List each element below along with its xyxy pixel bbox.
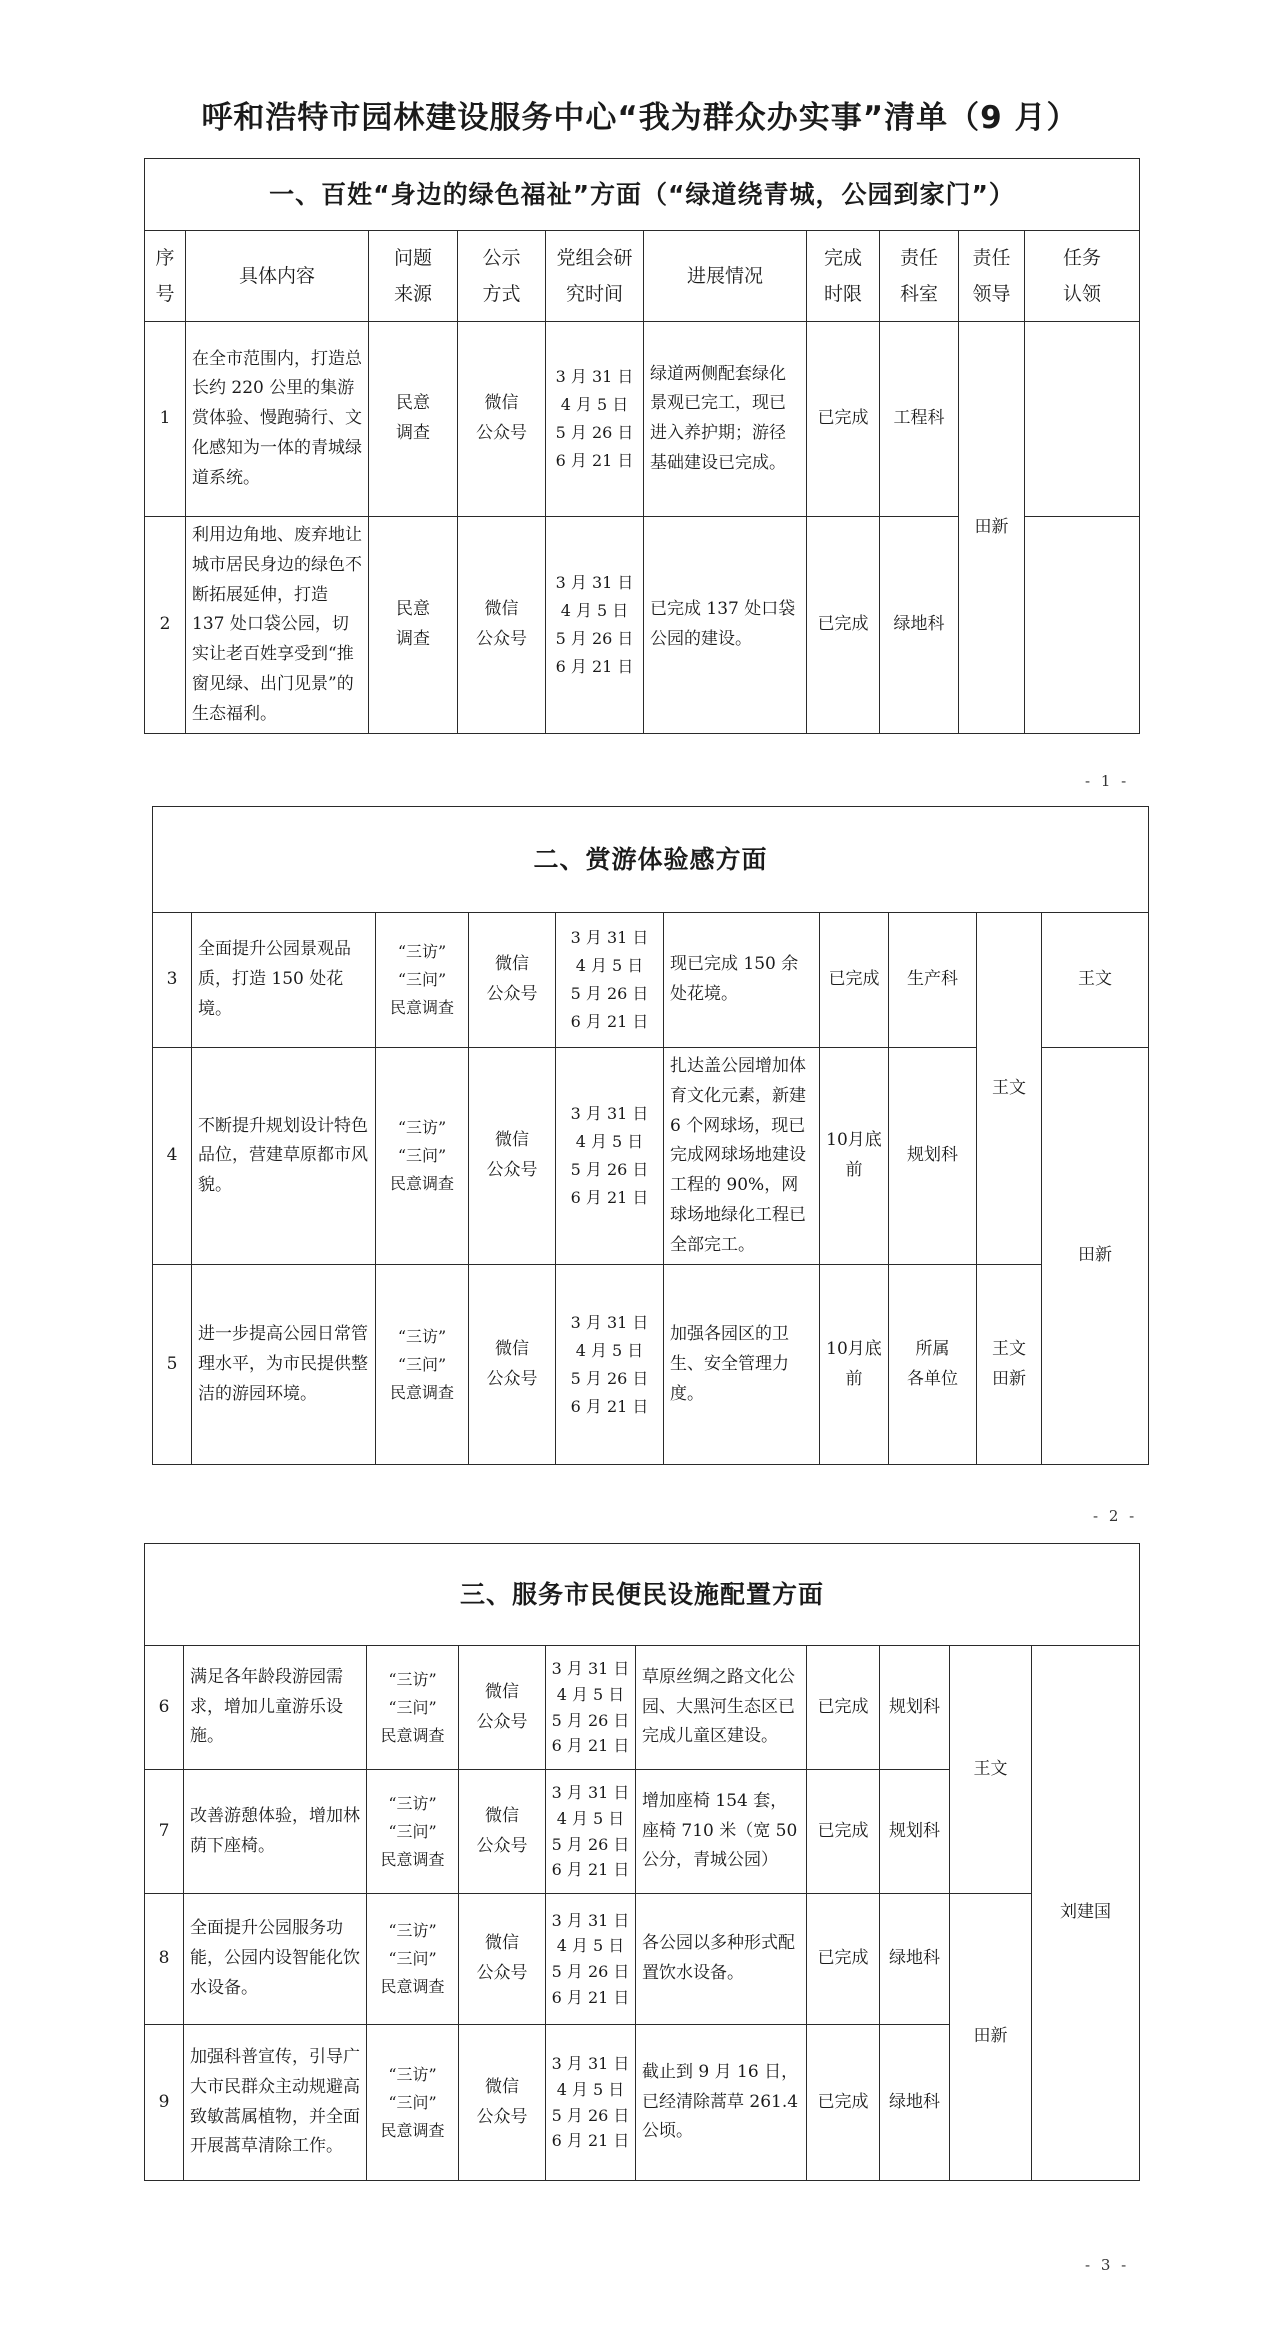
row-publicity: 微信 公众号	[469, 1265, 556, 1465]
row-content: 不断提升规划设计特色品位，营建草原都市风貌。	[192, 1048, 376, 1265]
row-source: “三访” “三问” 民意调查	[376, 913, 469, 1048]
row-publicity: 微信 公众号	[469, 1048, 556, 1265]
row-dates: 3 月 31 日 4 月 5 日 5 月 26 日 6 月 21 日	[546, 1894, 636, 2025]
row-no: 1	[145, 322, 186, 517]
row-source: “三访” “三问” 民意调查	[367, 1646, 459, 1770]
row-progress: 增加座椅 154 套，座椅 710 米（宽 50 公分，青城公园）	[636, 1770, 807, 1894]
row-claim: 王文	[1042, 913, 1149, 1048]
section-leader-a: 王文	[950, 1646, 1032, 1894]
page-number: - 2 -	[1093, 1507, 1138, 1525]
page-number: - 1 -	[1085, 772, 1130, 790]
row-dept: 所属 各单位	[889, 1265, 977, 1465]
table-row	[145, 1646, 1140, 1770]
row-dept: 工程科	[880, 322, 959, 517]
header-source: 问题 来源	[369, 231, 458, 322]
row-no: 2	[145, 517, 186, 734]
row-no: 4	[153, 1048, 192, 1265]
section-leader: 田新	[959, 322, 1025, 734]
section-title: 一、百姓“身边的绿色福祉”方面（“绿道绕青城，公园到家门”）	[145, 159, 1140, 231]
row-dates: 3 月 31 日 4 月 5 日 5 月 26 日 6 月 21 日	[556, 1048, 664, 1265]
row-progress: 草原丝绸之路文化公园、大黑河生态区已完成儿童区建设。	[636, 1646, 807, 1770]
row-no: 7	[145, 1770, 184, 1894]
row-progress: 截止到 9 月 16 日，已经清除蒿草 261.4 公顷。	[636, 2025, 807, 2181]
header-progress: 进展情况	[644, 231, 807, 322]
row-dept: 规划科	[889, 1048, 977, 1265]
row-deadline: 已完成	[807, 322, 880, 517]
row-content: 在全市范围内，打造总长约 220 公里的集游赏体验、慢跑骑行、文化感知为一体的青城绿道系统。	[186, 322, 369, 517]
row-content: 改善游憩体验，增加林荫下座椅。	[184, 1770, 367, 1894]
row-dates: 3 月 31 日 4 月 5 日 5 月 26 日 6 月 21 日	[546, 2025, 636, 2181]
header-claim: 任务 认领	[1025, 231, 1140, 322]
row-deadline: 已完成	[807, 517, 880, 734]
row-content: 进一步提高公园日常管理水平，为市民提供整洁的游园环境。	[192, 1265, 376, 1465]
table-row	[153, 913, 1149, 1048]
section-title: 三、服务市民便民设施配置方面	[145, 1544, 1140, 1646]
table-header-row	[145, 231, 1140, 322]
header-deadline: 完成 时限	[807, 231, 880, 322]
row-progress: 扎达盖公园增加体育文化元素，新建 6 个网球场，现已完成网球场地建设工程的 90%，网球场地绿化工程已全部完工。	[664, 1048, 820, 1265]
row-dates: 3 月 31 日 4 月 5 日 5 月 26 日 6 月 21 日	[556, 1265, 664, 1465]
row-publicity: 微信 公众号	[458, 322, 546, 517]
row-content: 全面提升公园服务功能，公园内设智能化饮水设备。	[184, 1894, 367, 2025]
row-deadline: 已完成	[807, 1770, 880, 1894]
row-deadline: 10月底前	[820, 1048, 889, 1265]
row-no: 5	[153, 1265, 192, 1465]
row-source: “三访” “三问” 民意调查	[367, 2025, 459, 2181]
page-number: - 3 -	[1085, 2256, 1130, 2274]
row-deadline: 已完成	[807, 2025, 880, 2181]
row-dept: 生产科	[889, 913, 977, 1048]
table-row	[145, 1894, 1140, 2025]
header-dept: 责任 科室	[880, 231, 959, 322]
row-dept: 规划科	[880, 1770, 950, 1894]
row-dept: 绿地科	[880, 1894, 950, 2025]
row-dept: 绿地科	[880, 517, 959, 734]
row-leader: 王文 田新	[977, 1265, 1042, 1465]
row-deadline: 10月底前	[820, 1265, 889, 1465]
header-meeting-dates: 党组会研 究时间	[546, 231, 644, 322]
section-title: 二、赏游体验感方面	[153, 807, 1149, 913]
row-publicity: 微信 公众号	[459, 2025, 546, 2181]
row-source: 民意 调查	[369, 322, 458, 517]
section-1-table	[144, 158, 1140, 734]
row-deadline: 已完成	[807, 1894, 880, 2025]
row-source: “三访” “三问” 民意调查	[376, 1265, 469, 1465]
row-progress: 加强各园区的卫生、安全管理力度。	[664, 1265, 820, 1465]
header-publicity: 公示 方式	[458, 231, 546, 322]
row-dates: 3 月 31 日 4 月 5 日 5 月 26 日 6 月 21 日	[546, 1646, 636, 1770]
row-no: 3	[153, 913, 192, 1048]
header-content: 具体内容	[186, 231, 369, 322]
row-publicity: 微信 公众号	[458, 517, 546, 734]
row-content: 满足各年龄段游园需求，增加儿童游乐设施。	[184, 1646, 367, 1770]
section-claim: 刘建国	[1032, 1646, 1140, 2181]
section-3-table	[144, 1543, 1140, 2181]
row-claim	[1025, 517, 1140, 734]
row-publicity: 微信 公众号	[459, 1646, 546, 1770]
row-dates: 3 月 31 日 4 月 5 日 5 月 26 日 6 月 21 日	[546, 322, 644, 517]
row-dates: 3 月 31 日 4 月 5 日 5 月 26 日 6 月 21 日	[546, 517, 644, 734]
row-dates: 3 月 31 日 4 月 5 日 5 月 26 日 6 月 21 日	[546, 1770, 636, 1894]
row-dept: 绿地科	[880, 2025, 950, 2181]
row-content: 加强科普宣传，引导广大市民群众主动规避高致敏蒿属植物，并全面开展蒿草清除工作。	[184, 2025, 367, 2181]
header-leader: 责任 领导	[959, 231, 1025, 322]
row-no: 9	[145, 2025, 184, 2181]
row-dates: 3 月 31 日 4 月 5 日 5 月 26 日 6 月 21 日	[556, 913, 664, 1048]
page-title: 呼和浩特市园林建设服务中心“我为群众办实事”清单（9 月）	[201, 100, 1079, 136]
row-source: 民意 调查	[369, 517, 458, 734]
table-row	[145, 322, 1140, 517]
row-publicity: 微信 公众号	[459, 1894, 546, 2025]
row-publicity: 微信 公众号	[469, 913, 556, 1048]
row-source: “三访” “三问” 民意调查	[367, 1894, 459, 2025]
section-2-table	[152, 806, 1149, 1465]
section-leader-b: 田新	[950, 1894, 1032, 2181]
row-content: 利用边角地、废弃地让城市居民身边的绿色不断拓展延伸，打造 137 处口袋公园，切实让老百姓享受到“推窗见绿、出门见景”的生态福利。	[186, 517, 369, 734]
row-deadline: 已完成	[820, 913, 889, 1048]
row-source: “三访” “三问” 民意调查	[367, 1770, 459, 1894]
row-progress: 绿道两侧配套绿化景观已完工，现已进入养护期；游径基础建设已完成。	[644, 322, 807, 517]
row-progress: 各公园以多种形式配置饮水设备。	[636, 1894, 807, 2025]
row-progress: 已完成 137 处口袋公园的建设。	[644, 517, 807, 734]
header-no: 序 号	[145, 231, 186, 322]
row-claim: 田新	[1042, 1048, 1149, 1465]
row-deadline: 已完成	[807, 1646, 880, 1770]
row-progress: 现已完成 150 余处花境。	[664, 913, 820, 1048]
table-row	[153, 1265, 1149, 1465]
row-no: 6	[145, 1646, 184, 1770]
row-claim	[1025, 322, 1140, 517]
row-no: 8	[145, 1894, 184, 2025]
row-publicity: 微信 公众号	[459, 1770, 546, 1894]
row-source: “三访” “三问” 民意调查	[376, 1048, 469, 1265]
row-content: 全面提升公园景观品质，打造 150 处花境。	[192, 913, 376, 1048]
row-dept: 规划科	[880, 1646, 950, 1770]
section-leader: 王文	[977, 913, 1042, 1265]
